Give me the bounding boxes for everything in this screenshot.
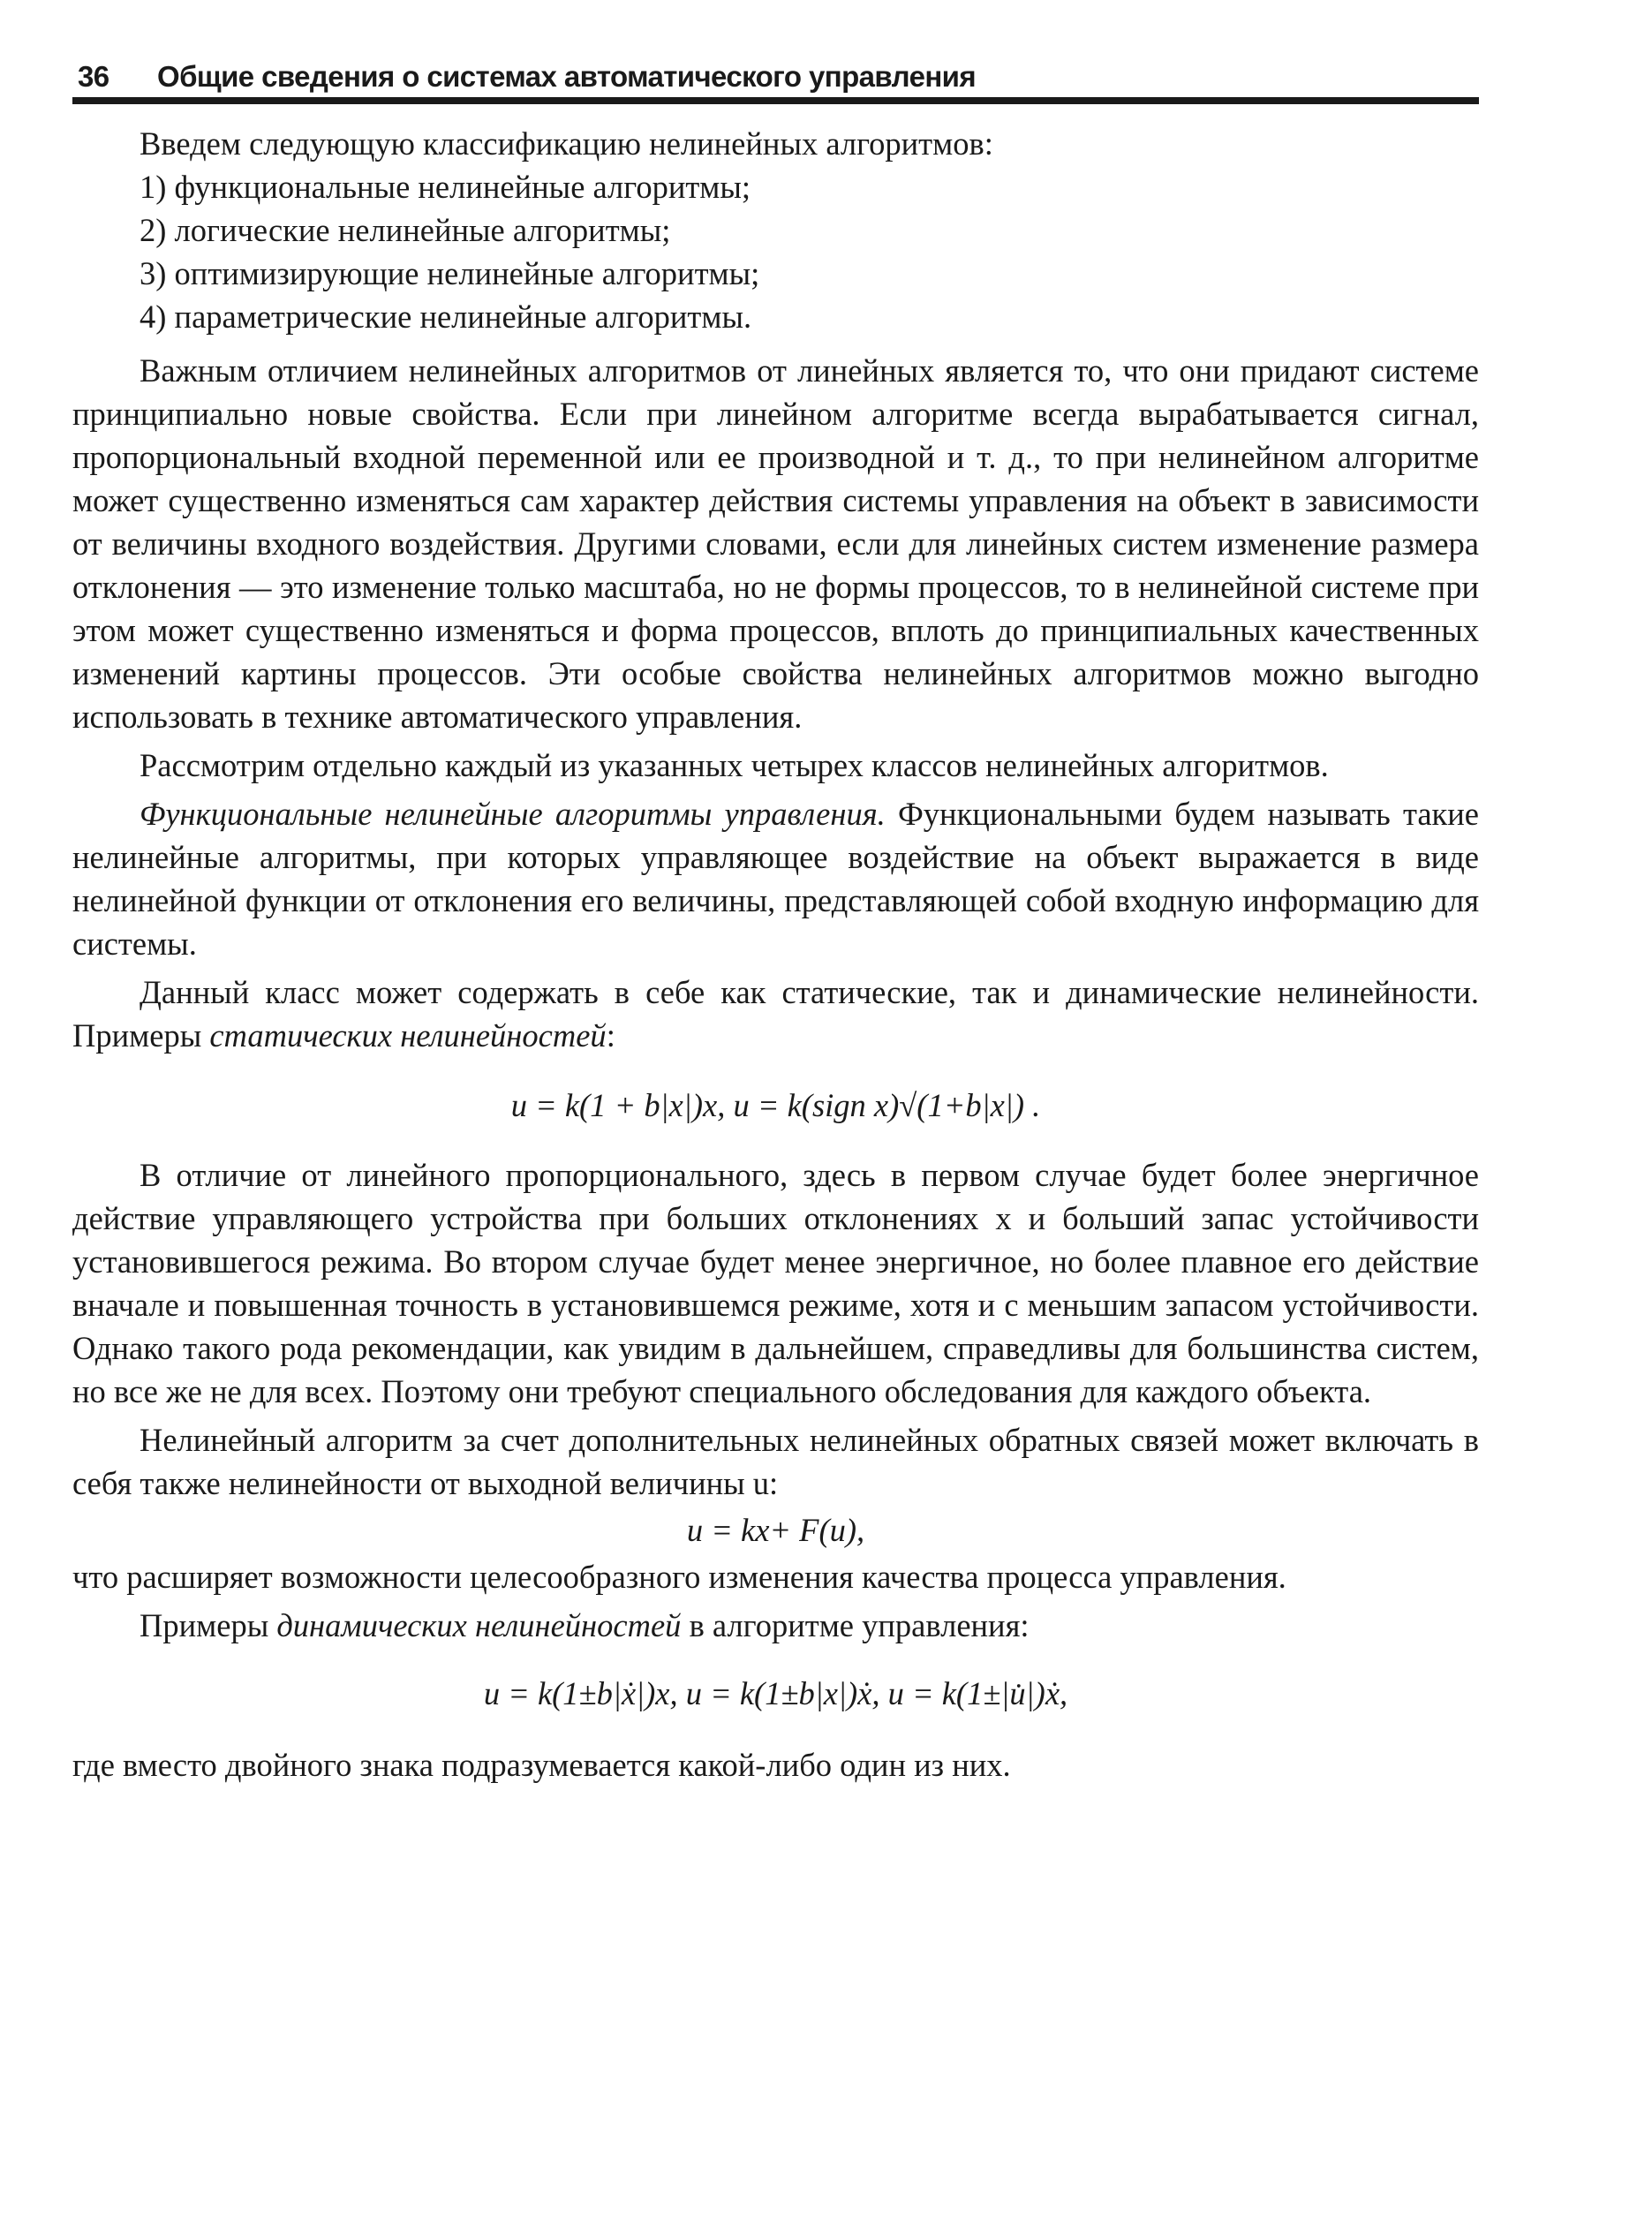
term: статических нелинейностей: [209, 1017, 607, 1054]
list-item: 2) логические нелинейные алгоритмы;: [140, 212, 671, 248]
intro-paragraph: Введем следующую классификацию нелинейных алгоритмов:: [140, 125, 993, 162]
paragraph: Нелинейный алгоритм за счет дополнительных нелинейных обратных связей может включать в себя также нелинейности от выходной величины u:: [72, 1422, 1479, 1501]
section-heading: Функциональные нелинейные алгоритмы управления.: [140, 796, 886, 832]
paragraph-text: :: [606, 1017, 615, 1054]
formula: u = kx+ F(u),: [686, 1512, 865, 1548]
paragraph: [72, 971, 1479, 1057]
paragraph-text: в алгоритме управления:: [681, 1607, 1030, 1643]
classification-list: [72, 165, 1479, 338]
paragraph: В отличие от линейного пропорционального, здесь в первом случае будет более энергичное действие управляющего устройства при больших отклонениях x и больший запас устойчивости установившегося режима. Во втором случае будет менее энергичное, но более плавное его действие вначале и повышенная точность в установившемся режиме, хотя и с меньшим запасом устойчивости. Однако такого рода рекомендации, как увидим в дальнейшем, справедливы для большинства систем, но все же не для всех. Поэтому они требуют специального обследования для каждого объекта.: [72, 1157, 1479, 1409]
paragraph-text: Функциональными будем называть такие нелинейные алгоритмы, при которых управляющее воздействие на объект выражается в виде нелинейной функции от отклонения его величины, представляющей собой входную информацию для системы.: [72, 796, 1480, 962]
paragraph: [72, 1604, 1479, 1647]
paragraph-text: Данный класс может содержать в себе как статические, так и динамические нелинейности. Примеры: [72, 974, 1479, 1054]
paragraph: что расширяет возможности целесообразного изменения качества процесса управления.: [72, 1559, 1286, 1595]
paragraph: где вместо двойного знака подразумевается какой-либо один из них.: [72, 1747, 1011, 1783]
term: динамических нелинейностей: [276, 1607, 682, 1643]
list-item: 1) функциональные нелинейные алгоритмы;: [140, 169, 751, 205]
paragraph: [72, 792, 1479, 965]
formula: u = k(1±b|ẋ|)x, u = k(1±b|x|)ẋ, u = k(1±|u̇|)ẋ,: [483, 1675, 1068, 1711]
list-item: 3) оптимизирующие нелинейные алгоритмы;: [140, 255, 760, 291]
paragraph: Рассмотрим отдельно каждый из указанных четырех классов нелинейных алгоритмов.: [140, 747, 1329, 783]
paragraph-text: Примеры: [140, 1607, 277, 1643]
running-header: [78, 55, 1473, 99]
list-item: 4) параметрические нелинейные алгоритмы.: [140, 298, 752, 335]
header-rule: [72, 97, 1479, 104]
page-number: 36: [78, 60, 109, 93]
paragraph: Важным отличием нелинейных алгоритмов от линейных является то, что они придают системе принципиально новые свойства. Если при линейном алгоритме всегда вырабатывается сигнал, пропорциональный входной переменной или ее производной и т. д., то при нелинейном алгоритме может существенно изменяться сам характер действия системы управления на объект в зависимости от величины входного воздействия. Другими словами, если для линейных систем изменение размера отклонения — это изменение только масштаба, но не формы процессов, то в нелинейной системе при этом может существенно изменяться и форма процессов, вплоть до принципиальных качественных изменений картины процессов. Эти особые свойства нелинейных алгоритмов можно выгодно использовать в технике автоматического управления.: [72, 352, 1479, 735]
page-body: [72, 122, 1479, 1787]
running-title: Общие сведения о системах автоматического управления: [157, 60, 976, 93]
formula: u = k(1 + b|x|)x, u = k(sign x)√(1+b|x|) .: [510, 1087, 1041, 1123]
